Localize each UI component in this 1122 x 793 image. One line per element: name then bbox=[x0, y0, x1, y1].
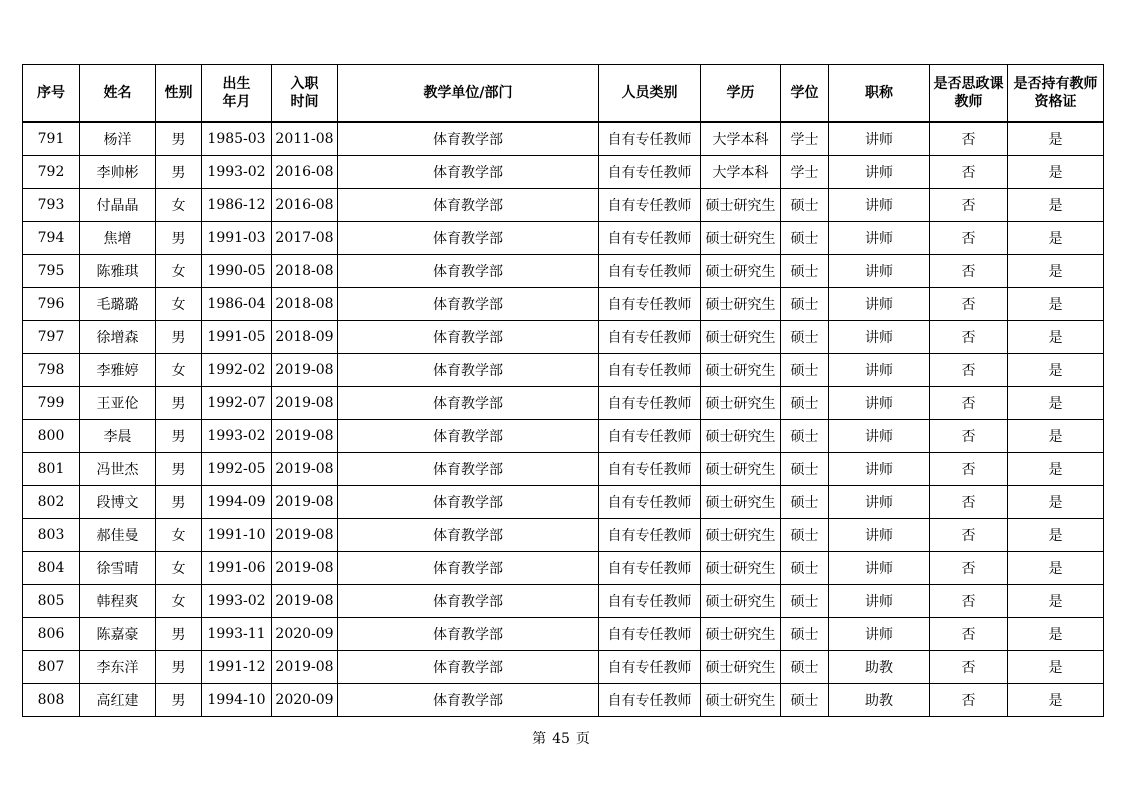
cell-seq: 804 bbox=[23, 552, 80, 585]
cell-gender: 女 bbox=[156, 189, 202, 222]
cell-title: 讲师 bbox=[829, 420, 930, 453]
table-row bbox=[23, 189, 1104, 222]
cell-ideology: 否 bbox=[930, 651, 1008, 684]
cell-seq: 799 bbox=[23, 387, 80, 420]
cell-ideology: 否 bbox=[930, 321, 1008, 354]
cell-staff-type: 自有专任教师 bbox=[599, 420, 701, 453]
cell-department: 体育教学部 bbox=[338, 552, 599, 585]
header-cert-line2: 资格证 bbox=[1034, 94, 1077, 110]
cell-title: 讲师 bbox=[829, 354, 930, 387]
cell-birth: 1994-09 bbox=[202, 486, 272, 519]
cell-degree: 硕士 bbox=[781, 387, 829, 420]
cell-birth: 1986-04 bbox=[202, 288, 272, 321]
header-education: 学历 bbox=[701, 65, 781, 123]
cell-gender: 女 bbox=[156, 354, 202, 387]
table-row bbox=[23, 618, 1104, 651]
cell-gender: 男 bbox=[156, 387, 202, 420]
table-row bbox=[23, 651, 1104, 684]
cell-birth: 1991-10 bbox=[202, 519, 272, 552]
cell-name: 徐雪晴 bbox=[80, 552, 156, 585]
cell-department: 体育教学部 bbox=[338, 519, 599, 552]
header-entry-line2: 时间 bbox=[290, 94, 319, 110]
cell-education: 硕士研究生 bbox=[701, 222, 781, 255]
cell-entry: 2019-08 bbox=[272, 651, 338, 684]
cell-education: 硕士研究生 bbox=[701, 585, 781, 618]
cell-birth: 1990-05 bbox=[202, 255, 272, 288]
cell-entry: 2019-08 bbox=[272, 486, 338, 519]
cell-title: 讲师 bbox=[829, 321, 930, 354]
cell-name: 韩程爽 bbox=[80, 585, 156, 618]
cell-title: 助教 bbox=[829, 651, 930, 684]
cell-degree: 硕士 bbox=[781, 519, 829, 552]
cell-name: 焦增 bbox=[80, 222, 156, 255]
cell-entry: 2019-08 bbox=[272, 552, 338, 585]
cell-department: 体育教学部 bbox=[338, 585, 599, 618]
cell-gender: 女 bbox=[156, 585, 202, 618]
table-body bbox=[23, 122, 1104, 717]
cell-degree: 学士 bbox=[781, 122, 829, 156]
cell-birth: 1992-02 bbox=[202, 354, 272, 387]
cell-department: 体育教学部 bbox=[338, 486, 599, 519]
cell-staff-type: 自有专任教师 bbox=[599, 486, 701, 519]
cell-ideology: 否 bbox=[930, 519, 1008, 552]
header-birth-line2: 年月 bbox=[222, 94, 251, 110]
cell-name: 徐增森 bbox=[80, 321, 156, 354]
cell-education: 硕士研究生 bbox=[701, 519, 781, 552]
cell-cert: 是 bbox=[1008, 585, 1104, 618]
page-number-prefix: 第 bbox=[532, 731, 547, 747]
header-department: 教学单位/部门 bbox=[338, 65, 599, 123]
cell-name: 李晨 bbox=[80, 420, 156, 453]
header-ideology-line1: 是否思政课 bbox=[933, 76, 1004, 92]
cell-staff-type: 自有专任教师 bbox=[599, 387, 701, 420]
cell-title: 讲师 bbox=[829, 255, 930, 288]
cell-staff-type: 自有专任教师 bbox=[599, 288, 701, 321]
cell-degree: 硕士 bbox=[781, 684, 829, 717]
cell-cert: 是 bbox=[1008, 288, 1104, 321]
cell-seq: 791 bbox=[23, 122, 80, 156]
cell-gender: 女 bbox=[156, 288, 202, 321]
cell-title: 讲师 bbox=[829, 189, 930, 222]
cell-education: 硕士研究生 bbox=[701, 453, 781, 486]
cell-staff-type: 自有专任教师 bbox=[599, 684, 701, 717]
cell-degree: 硕士 bbox=[781, 651, 829, 684]
table-row bbox=[23, 585, 1104, 618]
cell-department: 体育教学部 bbox=[338, 222, 599, 255]
cell-entry: 2018-09 bbox=[272, 321, 338, 354]
cell-seq: 795 bbox=[23, 255, 80, 288]
cell-title: 助教 bbox=[829, 684, 930, 717]
header-entry bbox=[272, 65, 338, 123]
cell-gender: 男 bbox=[156, 453, 202, 486]
table-row bbox=[23, 255, 1104, 288]
cell-cert: 是 bbox=[1008, 618, 1104, 651]
table-row bbox=[23, 420, 1104, 453]
cell-department: 体育教学部 bbox=[338, 189, 599, 222]
cell-ideology: 否 bbox=[930, 453, 1008, 486]
cell-staff-type: 自有专任教师 bbox=[599, 453, 701, 486]
cell-department: 体育教学部 bbox=[338, 420, 599, 453]
cell-seq: 798 bbox=[23, 354, 80, 387]
cell-entry: 2019-08 bbox=[272, 519, 338, 552]
cell-cert: 是 bbox=[1008, 519, 1104, 552]
cell-entry: 2019-08 bbox=[272, 585, 338, 618]
cell-birth: 1993-02 bbox=[202, 420, 272, 453]
cell-cert: 是 bbox=[1008, 684, 1104, 717]
cell-ideology: 否 bbox=[930, 222, 1008, 255]
table-row bbox=[23, 354, 1104, 387]
cell-seq: 807 bbox=[23, 651, 80, 684]
table-header-row bbox=[23, 65, 1104, 123]
cell-education: 硕士研究生 bbox=[701, 354, 781, 387]
cell-education: 硕士研究生 bbox=[701, 321, 781, 354]
cell-name: 付晶晶 bbox=[80, 189, 156, 222]
cell-staff-type: 自有专任教师 bbox=[599, 585, 701, 618]
header-degree: 学位 bbox=[781, 65, 829, 123]
cell-gender: 男 bbox=[156, 222, 202, 255]
cell-cert: 是 bbox=[1008, 156, 1104, 189]
cell-birth: 1991-03 bbox=[202, 222, 272, 255]
cell-education: 硕士研究生 bbox=[701, 189, 781, 222]
cell-birth: 1994-10 bbox=[202, 684, 272, 717]
cell-birth: 1991-12 bbox=[202, 651, 272, 684]
cell-birth: 1993-02 bbox=[202, 585, 272, 618]
cell-education: 硕士研究生 bbox=[701, 288, 781, 321]
cell-degree: 硕士 bbox=[781, 321, 829, 354]
cell-degree: 学士 bbox=[781, 156, 829, 189]
cell-education: 硕士研究生 bbox=[701, 684, 781, 717]
cell-title: 讲师 bbox=[829, 453, 930, 486]
cell-entry: 2020-09 bbox=[272, 684, 338, 717]
cell-degree: 硕士 bbox=[781, 618, 829, 651]
cell-cert: 是 bbox=[1008, 122, 1104, 156]
table-row bbox=[23, 552, 1104, 585]
cell-ideology: 否 bbox=[930, 288, 1008, 321]
cell-birth: 1993-02 bbox=[202, 156, 272, 189]
cell-degree: 硕士 bbox=[781, 552, 829, 585]
cell-ideology: 否 bbox=[930, 255, 1008, 288]
cell-ideology: 否 bbox=[930, 585, 1008, 618]
cell-name: 毛璐璐 bbox=[80, 288, 156, 321]
cell-name: 郝佳曼 bbox=[80, 519, 156, 552]
cell-cert: 是 bbox=[1008, 387, 1104, 420]
cell-seq: 806 bbox=[23, 618, 80, 651]
cell-entry: 2019-08 bbox=[272, 420, 338, 453]
table-row bbox=[23, 387, 1104, 420]
cell-staff-type: 自有专任教师 bbox=[599, 618, 701, 651]
cell-birth: 1992-07 bbox=[202, 387, 272, 420]
cell-name: 冯世杰 bbox=[80, 453, 156, 486]
cell-entry: 2018-08 bbox=[272, 288, 338, 321]
table-row bbox=[23, 222, 1104, 255]
cell-entry: 2019-08 bbox=[272, 387, 338, 420]
cell-ideology: 否 bbox=[930, 354, 1008, 387]
cell-title: 讲师 bbox=[829, 486, 930, 519]
header-seq: 序号 bbox=[23, 65, 80, 123]
cell-degree: 硕士 bbox=[781, 189, 829, 222]
cell-ideology: 否 bbox=[930, 189, 1008, 222]
cell-department: 体育教学部 bbox=[338, 255, 599, 288]
page-number bbox=[0, 728, 1122, 748]
cell-entry: 2017-08 bbox=[272, 222, 338, 255]
cell-birth: 1991-06 bbox=[202, 552, 272, 585]
cell-gender: 男 bbox=[156, 122, 202, 156]
cell-department: 体育教学部 bbox=[338, 321, 599, 354]
cell-entry: 2016-08 bbox=[272, 189, 338, 222]
cell-name: 陈雅琪 bbox=[80, 255, 156, 288]
cell-education: 硕士研究生 bbox=[701, 387, 781, 420]
cell-cert: 是 bbox=[1008, 651, 1104, 684]
cell-gender: 男 bbox=[156, 651, 202, 684]
cell-department: 体育教学部 bbox=[338, 288, 599, 321]
table-row bbox=[23, 288, 1104, 321]
cell-education: 硕士研究生 bbox=[701, 486, 781, 519]
cell-ideology: 否 bbox=[930, 156, 1008, 189]
cell-seq: 792 bbox=[23, 156, 80, 189]
table-row bbox=[23, 486, 1104, 519]
cell-entry: 2019-08 bbox=[272, 453, 338, 486]
cell-staff-type: 自有专任教师 bbox=[599, 354, 701, 387]
cell-degree: 硕士 bbox=[781, 222, 829, 255]
cell-title: 讲师 bbox=[829, 618, 930, 651]
cell-department: 体育教学部 bbox=[338, 651, 599, 684]
header-name: 姓名 bbox=[80, 65, 156, 123]
cell-degree: 硕士 bbox=[781, 486, 829, 519]
cell-ideology: 否 bbox=[930, 122, 1008, 156]
table-row bbox=[23, 156, 1104, 189]
cell-department: 体育教学部 bbox=[338, 354, 599, 387]
cell-title: 讲师 bbox=[829, 585, 930, 618]
table-row bbox=[23, 453, 1104, 486]
cell-department: 体育教学部 bbox=[338, 453, 599, 486]
cell-gender: 男 bbox=[156, 684, 202, 717]
cell-ideology: 否 bbox=[930, 387, 1008, 420]
cell-staff-type: 自有专任教师 bbox=[599, 156, 701, 189]
cell-cert: 是 bbox=[1008, 222, 1104, 255]
cell-ideology: 否 bbox=[930, 420, 1008, 453]
header-title: 职称 bbox=[829, 65, 930, 123]
cell-ideology: 否 bbox=[930, 552, 1008, 585]
cell-staff-type: 自有专任教师 bbox=[599, 552, 701, 585]
cell-cert: 是 bbox=[1008, 552, 1104, 585]
table-row bbox=[23, 684, 1104, 717]
cell-education: 大学本科 bbox=[701, 156, 781, 189]
cell-staff-type: 自有专任教师 bbox=[599, 122, 701, 156]
header-gender: 性别 bbox=[156, 65, 202, 123]
cell-staff-type: 自有专任教师 bbox=[599, 255, 701, 288]
cell-cert: 是 bbox=[1008, 255, 1104, 288]
cell-title: 讲师 bbox=[829, 222, 930, 255]
header-ideology bbox=[930, 65, 1008, 123]
cell-education: 硕士研究生 bbox=[701, 552, 781, 585]
cell-entry: 2018-08 bbox=[272, 255, 338, 288]
cell-education: 硕士研究生 bbox=[701, 420, 781, 453]
table-row bbox=[23, 519, 1104, 552]
cell-degree: 硕士 bbox=[781, 354, 829, 387]
cell-name: 李帅彬 bbox=[80, 156, 156, 189]
cell-entry: 2011-08 bbox=[272, 122, 338, 156]
cell-name: 李雅婷 bbox=[80, 354, 156, 387]
header-entry-line1: 入职 bbox=[290, 76, 319, 92]
cell-entry: 2019-08 bbox=[272, 354, 338, 387]
cell-name: 陈嘉豪 bbox=[80, 618, 156, 651]
cell-gender: 男 bbox=[156, 321, 202, 354]
cell-staff-type: 自有专任教师 bbox=[599, 651, 701, 684]
cell-staff-type: 自有专任教师 bbox=[599, 519, 701, 552]
cell-title: 讲师 bbox=[829, 519, 930, 552]
staff-table bbox=[22, 64, 1104, 717]
cell-title: 讲师 bbox=[829, 387, 930, 420]
cell-cert: 是 bbox=[1008, 354, 1104, 387]
cell-department: 体育教学部 bbox=[338, 684, 599, 717]
cell-seq: 803 bbox=[23, 519, 80, 552]
cell-staff-type: 自有专任教师 bbox=[599, 189, 701, 222]
cell-degree: 硕士 bbox=[781, 453, 829, 486]
cell-gender: 男 bbox=[156, 156, 202, 189]
cell-name: 李东洋 bbox=[80, 651, 156, 684]
cell-gender: 女 bbox=[156, 519, 202, 552]
header-birth-line1: 出生 bbox=[222, 76, 251, 92]
cell-staff-type: 自有专任教师 bbox=[599, 321, 701, 354]
cell-education: 硕士研究生 bbox=[701, 255, 781, 288]
cell-seq: 805 bbox=[23, 585, 80, 618]
cell-degree: 硕士 bbox=[781, 420, 829, 453]
header-cert bbox=[1008, 65, 1104, 123]
cell-education: 硕士研究生 bbox=[701, 618, 781, 651]
cell-title: 讲师 bbox=[829, 552, 930, 585]
cell-cert: 是 bbox=[1008, 189, 1104, 222]
cell-title: 讲师 bbox=[829, 288, 930, 321]
cell-cert: 是 bbox=[1008, 321, 1104, 354]
cell-degree: 硕士 bbox=[781, 288, 829, 321]
page-number-suffix: 页 bbox=[575, 731, 590, 747]
cell-gender: 男 bbox=[156, 618, 202, 651]
cell-seq: 797 bbox=[23, 321, 80, 354]
cell-cert: 是 bbox=[1008, 486, 1104, 519]
table-row bbox=[23, 321, 1104, 354]
cell-birth: 1991-05 bbox=[202, 321, 272, 354]
cell-gender: 女 bbox=[156, 552, 202, 585]
cell-degree: 硕士 bbox=[781, 255, 829, 288]
cell-degree: 硕士 bbox=[781, 585, 829, 618]
cell-birth: 1992-05 bbox=[202, 453, 272, 486]
cell-ideology: 否 bbox=[930, 618, 1008, 651]
cell-seq: 793 bbox=[23, 189, 80, 222]
cell-department: 体育教学部 bbox=[338, 618, 599, 651]
cell-entry: 2020-09 bbox=[272, 618, 338, 651]
cell-birth: 1985-03 bbox=[202, 122, 272, 156]
table-row bbox=[23, 122, 1104, 156]
cell-cert: 是 bbox=[1008, 453, 1104, 486]
cell-gender: 男 bbox=[156, 420, 202, 453]
cell-ideology: 否 bbox=[930, 684, 1008, 717]
header-cert-line1: 是否持有教师 bbox=[1013, 76, 1098, 92]
cell-education: 硕士研究生 bbox=[701, 651, 781, 684]
cell-birth: 1986-12 bbox=[202, 189, 272, 222]
cell-birth: 1993-11 bbox=[202, 618, 272, 651]
cell-seq: 801 bbox=[23, 453, 80, 486]
cell-cert: 是 bbox=[1008, 420, 1104, 453]
cell-department: 体育教学部 bbox=[338, 387, 599, 420]
cell-staff-type: 自有专任教师 bbox=[599, 222, 701, 255]
cell-name: 段博文 bbox=[80, 486, 156, 519]
cell-entry: 2016-08 bbox=[272, 156, 338, 189]
cell-seq: 796 bbox=[23, 288, 80, 321]
header-staff-type: 人员类别 bbox=[599, 65, 701, 123]
cell-education: 大学本科 bbox=[701, 122, 781, 156]
cell-name: 王亚伦 bbox=[80, 387, 156, 420]
cell-department: 体育教学部 bbox=[338, 156, 599, 189]
header-birth bbox=[202, 65, 272, 123]
cell-name: 杨洋 bbox=[80, 122, 156, 156]
cell-seq: 800 bbox=[23, 420, 80, 453]
cell-department: 体育教学部 bbox=[338, 122, 599, 156]
cell-ideology: 否 bbox=[930, 486, 1008, 519]
page-number-value: 45 bbox=[552, 731, 570, 747]
cell-seq: 808 bbox=[23, 684, 80, 717]
cell-title: 讲师 bbox=[829, 122, 930, 156]
cell-gender: 男 bbox=[156, 486, 202, 519]
cell-gender: 女 bbox=[156, 255, 202, 288]
cell-seq: 802 bbox=[23, 486, 80, 519]
cell-title: 讲师 bbox=[829, 156, 930, 189]
header-ideology-line2: 教师 bbox=[954, 94, 983, 110]
cell-seq: 794 bbox=[23, 222, 80, 255]
cell-name: 高红建 bbox=[80, 684, 156, 717]
